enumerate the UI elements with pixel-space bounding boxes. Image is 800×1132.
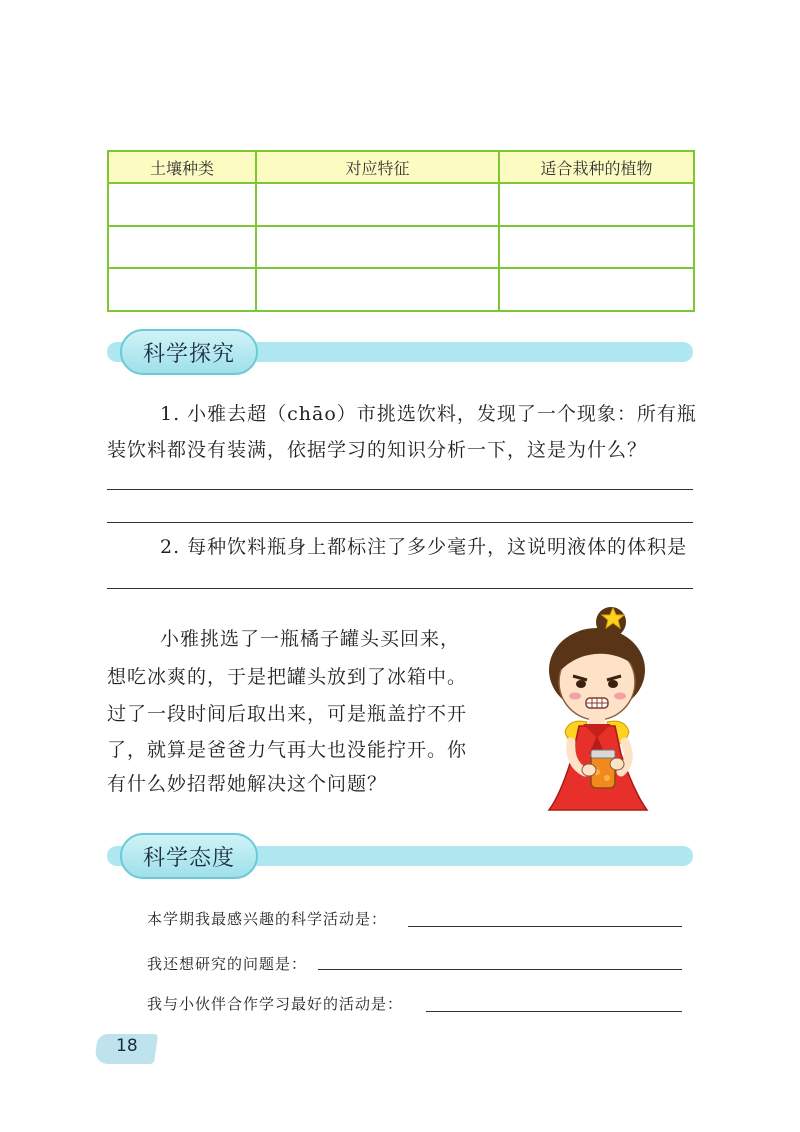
answer-line[interactable]: [107, 522, 693, 523]
section-title-science-attitude: 科学态度: [120, 833, 258, 879]
story-line: 过了一段时间后取出来，可是瓶盖拧不开: [107, 703, 468, 725]
table-cell[interactable]: [256, 183, 499, 226]
table-cell[interactable]: [108, 183, 256, 226]
question-2-line-1: 2. 每种饮料瓶身上都标注了多少毫升，这说明液体的体积是: [160, 536, 688, 558]
table-cell[interactable]: [499, 226, 694, 269]
section-title-science-inquiry: 科学探究: [120, 329, 258, 375]
table-header: 土壤种类: [108, 151, 256, 183]
story-line: 有什么妙招帮她解决这个问题？: [107, 773, 388, 795]
survey-prompt: 我与小伙伴合作学习最好的活动是：: [147, 995, 404, 1013]
story-line: 想吃冰爽的，于是把罐头放到了冰箱中。: [107, 666, 468, 688]
question-1-line-1: 1. 小雅去超（chāo）市挑选饮料，发现了一个现象：所有瓶: [160, 403, 697, 425]
table-cell[interactable]: [499, 268, 694, 311]
girl-illustration: [535, 604, 665, 816]
soil-table: [107, 150, 695, 312]
question-1-line-2: 装饮料都没有装满，依据学习的知识分析一下，这是为什么？: [107, 439, 648, 461]
answer-line[interactable]: [318, 969, 682, 970]
survey-prompt: 我还想研究的问题是：: [147, 955, 308, 973]
story-line: 了，就算是爸爸力气再大也没能拧开。你: [107, 739, 468, 761]
table-cell[interactable]: [499, 183, 694, 226]
answer-line[interactable]: [408, 926, 682, 927]
story-line: 小雅挑选了一瓶橘子罐头买回来，: [160, 628, 461, 650]
answer-line[interactable]: [107, 588, 693, 589]
table-row: [108, 183, 694, 226]
table-cell[interactable]: [108, 226, 256, 269]
table-header: 适合栽种的植物: [499, 151, 694, 183]
table-row: [108, 268, 694, 311]
table-cell[interactable]: [256, 226, 499, 269]
table-header: 对应特征: [256, 151, 499, 183]
page-number: 18: [116, 1036, 138, 1056]
table-cell[interactable]: [256, 268, 499, 311]
answer-line[interactable]: [107, 489, 693, 490]
table-row: [108, 226, 694, 269]
table-header-row: [108, 151, 694, 183]
survey-prompt: 本学期我最感兴趣的科学活动是：: [147, 910, 388, 928]
answer-line[interactable]: [426, 1011, 682, 1012]
table-cell[interactable]: [108, 268, 256, 311]
